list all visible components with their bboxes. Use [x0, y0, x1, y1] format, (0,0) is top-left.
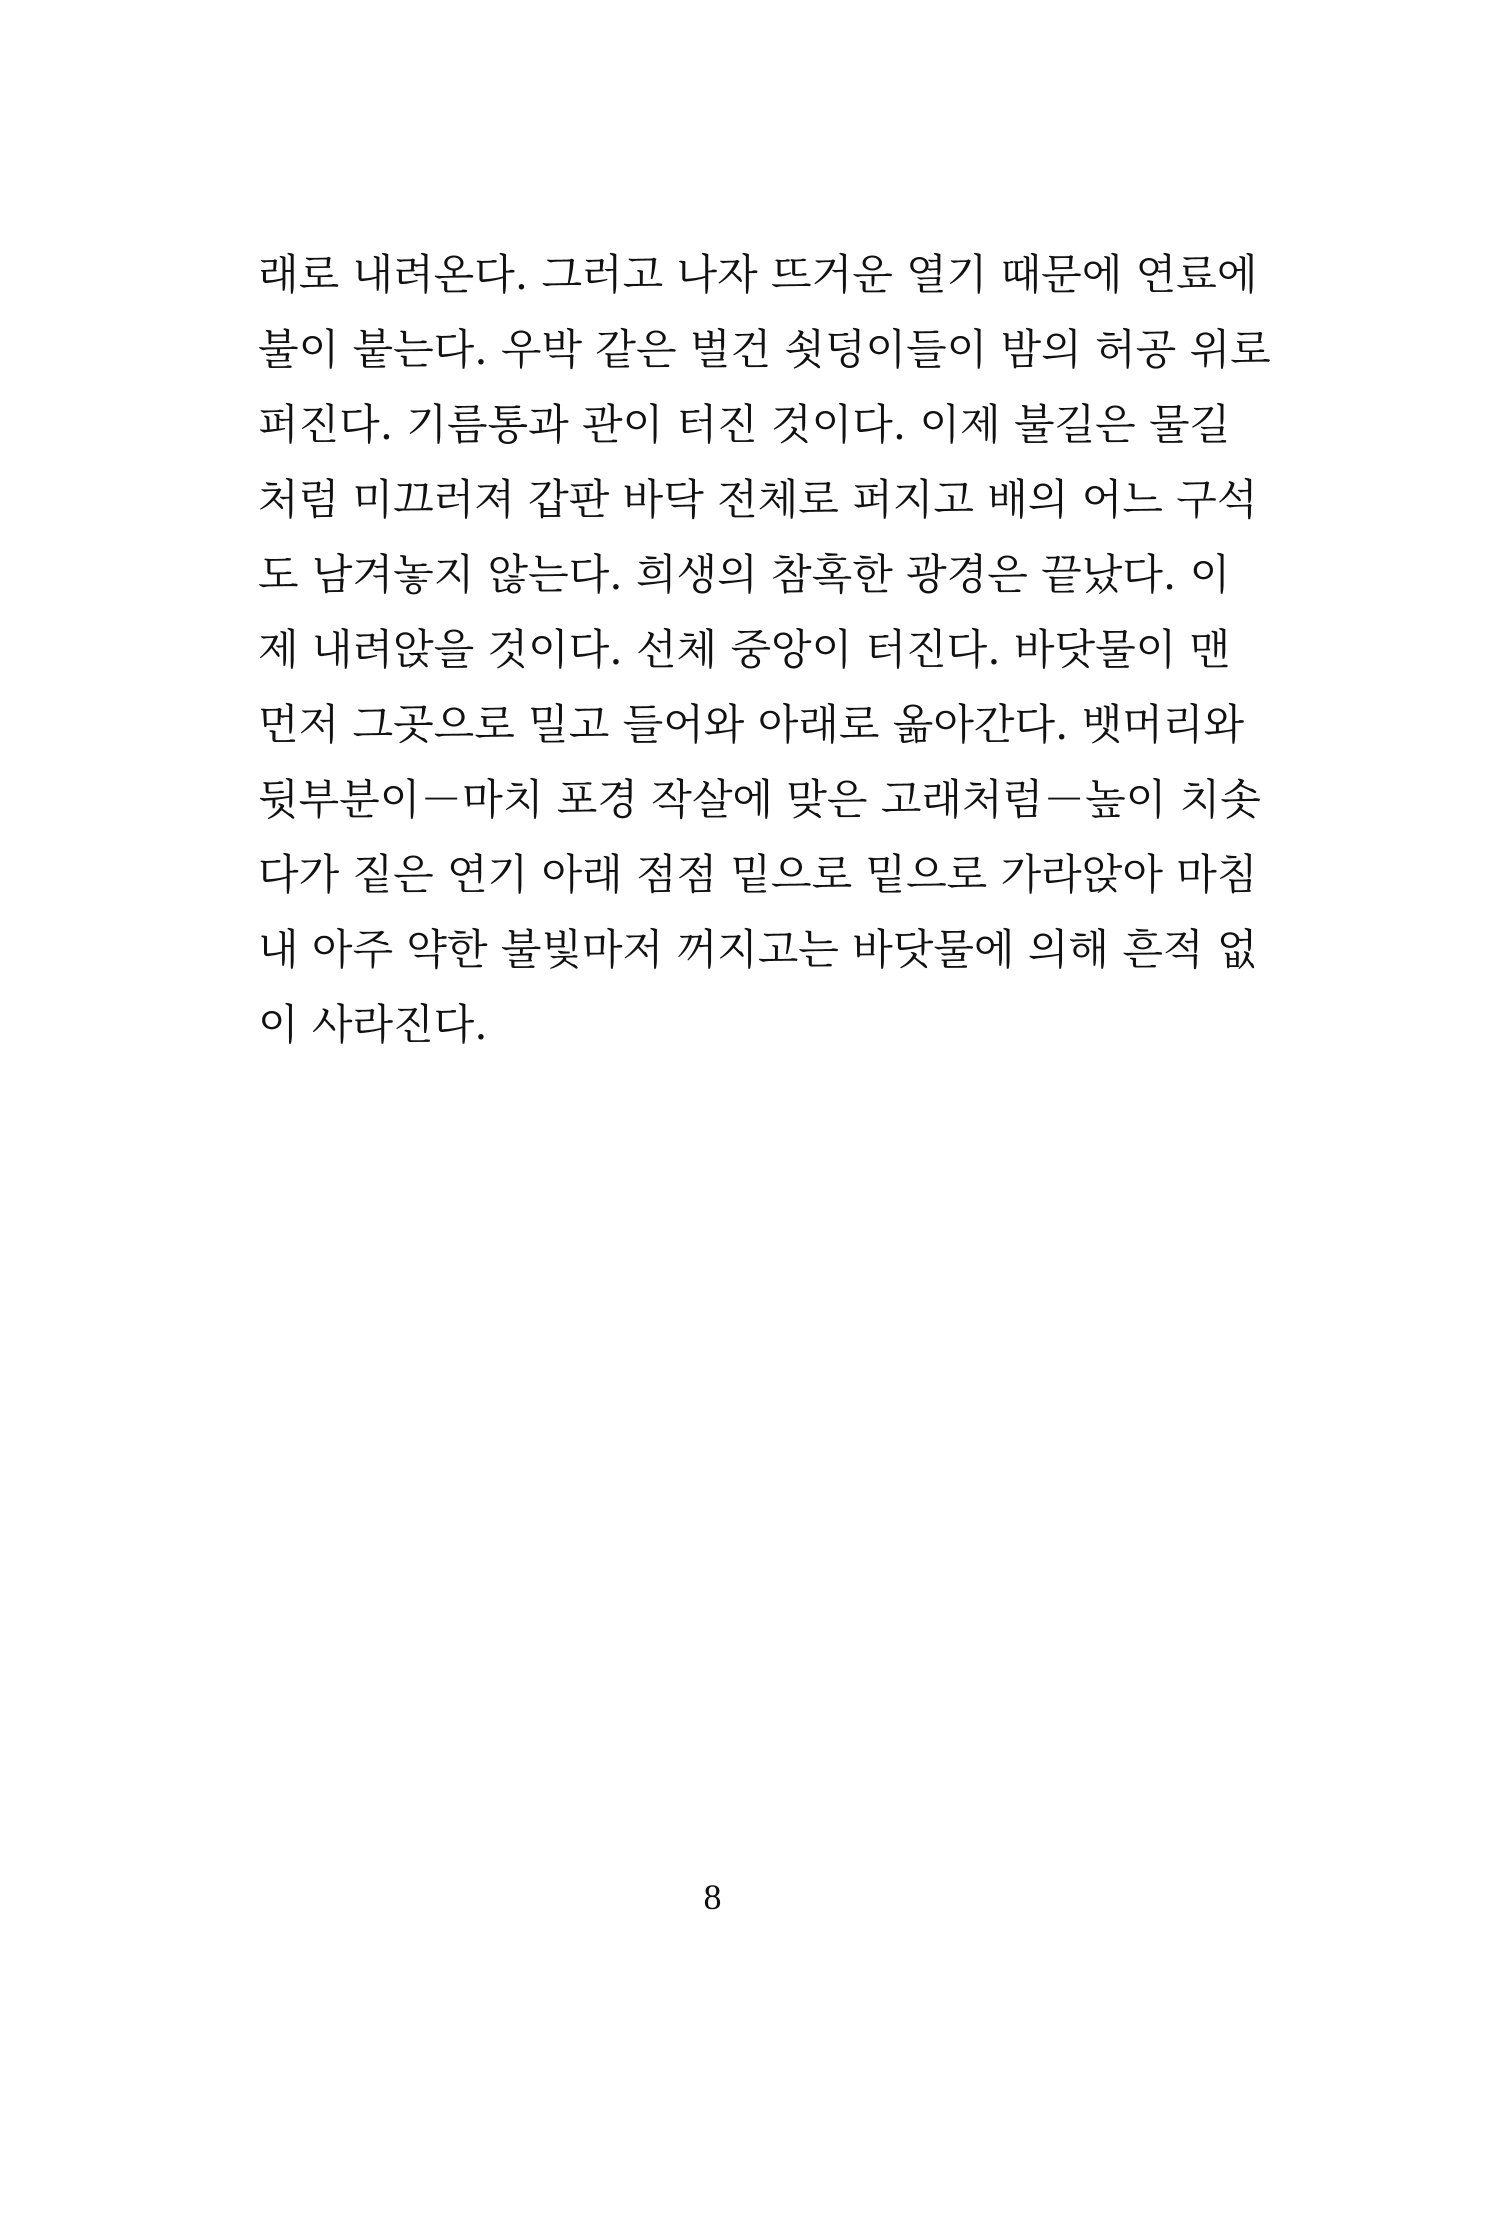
text-line: 이 사라진다.	[258, 1000, 488, 1049]
text-line: 래로 내려온다. 그러고 나자 뜨거운 열기 때문에 연료에	[258, 250, 1258, 299]
text-line: 퍼진다. 기름통과 관이 터진 것이다. 이제 불길은 물길	[258, 400, 1231, 449]
page-number: 8	[703, 1877, 722, 1917]
text-line: 처럼 미끄러져 갑판 바닥 전체로 퍼지고 배의 어느 구석	[258, 475, 1258, 524]
text-line: 내 아주 약한 불빛마저 꺼지고는 바닷물에 의해 흔적 없	[258, 925, 1258, 974]
text-line: 도 남겨놓지 않는다. 희생의 참혹한 광경은 끝났다. 이	[258, 550, 1231, 599]
text-line: 뒷부분이－마치 포경 작살에 맞은 고래처럼－높이 치솟	[258, 775, 1261, 824]
text-line: 다가 짙은 연기 아래 점점 밑으로 밑으로 가라앉아 마침	[258, 850, 1258, 899]
text-line: 불이 붙는다. 우박 같은 벌건 쇳덩이들이 밤의 허공 위로	[258, 325, 1271, 374]
text-line: 먼저 그곳으로 밀고 들어와 아래로 옮아간다. 뱃머리와	[258, 700, 1245, 749]
text-line: 제 내려앉을 것이다. 선체 중앙이 터진다. 바닷물이 맨	[258, 625, 1231, 674]
